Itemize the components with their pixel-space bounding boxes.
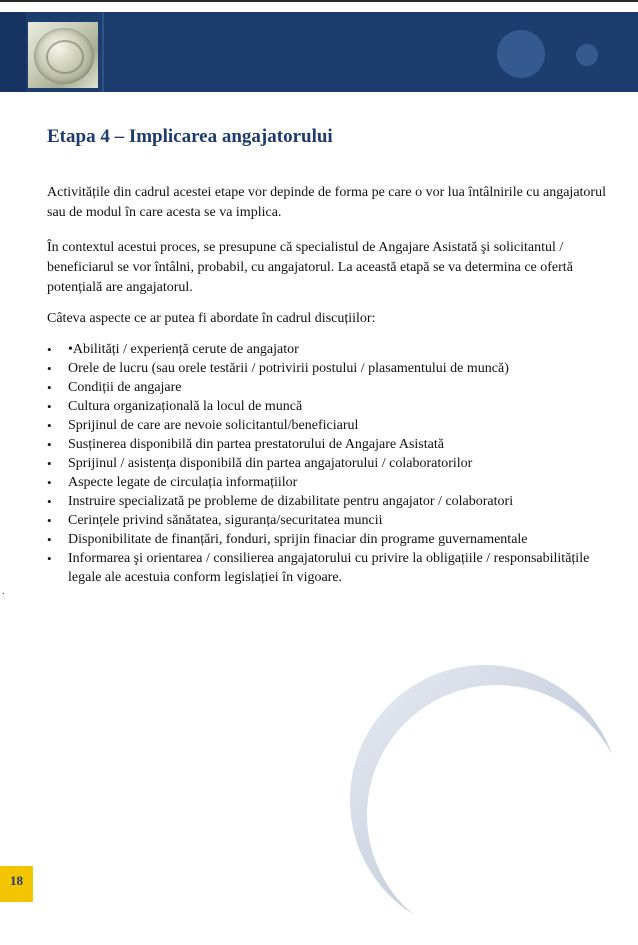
decorative-bubble-small: [576, 44, 598, 66]
bullet-icon: •: [47, 456, 52, 471]
list-item: • •Abilități / experiență cerute de angajator: [47, 342, 299, 357]
bullet-icon: •: [47, 437, 52, 452]
list-item: • Sprijinul de care are nevoie solicitantul/beneficiarul: [47, 418, 359, 433]
header-band: [0, 12, 638, 92]
list-item: • Cultura organizațională la locul de muncă: [47, 399, 303, 414]
page-number: 18: [10, 873, 23, 888]
paragraph-2: În contextul acestui proces, se presupune că specialistul de Angajare Asistată şi solicitantul / beneficiarul se vor întâlni, probabil, cu angajatorul. La această etapă se va determina ce ofertă potențială are angajatorul.: [47, 240, 573, 295]
bullet-icon: •: [47, 418, 52, 433]
paragraph-3: Câteva aspecte ce ar putea fi abordate în cadrul discuțiilor:: [47, 311, 376, 326]
top-rule: [0, 0, 638, 2]
list-item: • Condiții de angajare: [47, 380, 182, 395]
list-item: • Cerințele privind sănătatea, siguranța/securitatea muncii: [47, 513, 383, 528]
list-item: • Susținerea disponibilă din partea prestatorului de Angajare Asistată: [47, 437, 444, 452]
list-item: • Informarea şi orientarea / consilierea angajatorului cu privire la obligațiile / responsabilitățile legale ale acestuia conform legislației în vigoare.: [47, 551, 590, 585]
list-item: • Orele de lucru (sau orele testării / potrivirii postului / plasamentului de muncă): [47, 361, 509, 376]
decorative-ring-cutout: [367, 685, 627, 945]
coin-disc-inner: [46, 40, 84, 74]
list-item: • Instruire specializată pe probleme de dizabilitate pentru angajator / colaboratori: [47, 494, 514, 509]
aspects-list: [47, 340, 607, 587]
list-item: • Sprijinul / asistența disponibilă din partea angajatorului / colaboratorilor: [47, 456, 473, 471]
paragraph-1: Activitățile din cadrul acestei etape vor depinde de forma pe care o vor lua întâlnirile cu angajatorul sau de modul în care acesta se va implica.: [47, 185, 606, 220]
bullet-icon: •: [47, 380, 52, 395]
bullet-icon: •: [47, 399, 52, 414]
header-separator: [102, 12, 104, 92]
bullet-icon: •: [47, 532, 52, 547]
header-left-strip: [0, 12, 26, 92]
bullet-icon: •: [47, 342, 52, 357]
bullet-icon: •: [47, 494, 52, 509]
list-item: • Aspecte legate de circulația informațiilor: [47, 475, 298, 490]
bullet-icon: •: [47, 361, 52, 376]
bullet-icon: •: [47, 513, 52, 528]
bullet-icon: •: [47, 475, 52, 490]
decorative-bubble-large: [497, 30, 545, 78]
bullet-icon: •: [47, 551, 52, 566]
stray-mark: .: [2, 586, 5, 597]
list-item: • Disponibilitate de finanțări, fonduri, sprijin finaciar din programe guvernamentale: [47, 532, 528, 547]
euro-coin-icon: [28, 22, 98, 88]
section-title: Etapa 4 – Implicarea angajatorului: [47, 126, 333, 147]
